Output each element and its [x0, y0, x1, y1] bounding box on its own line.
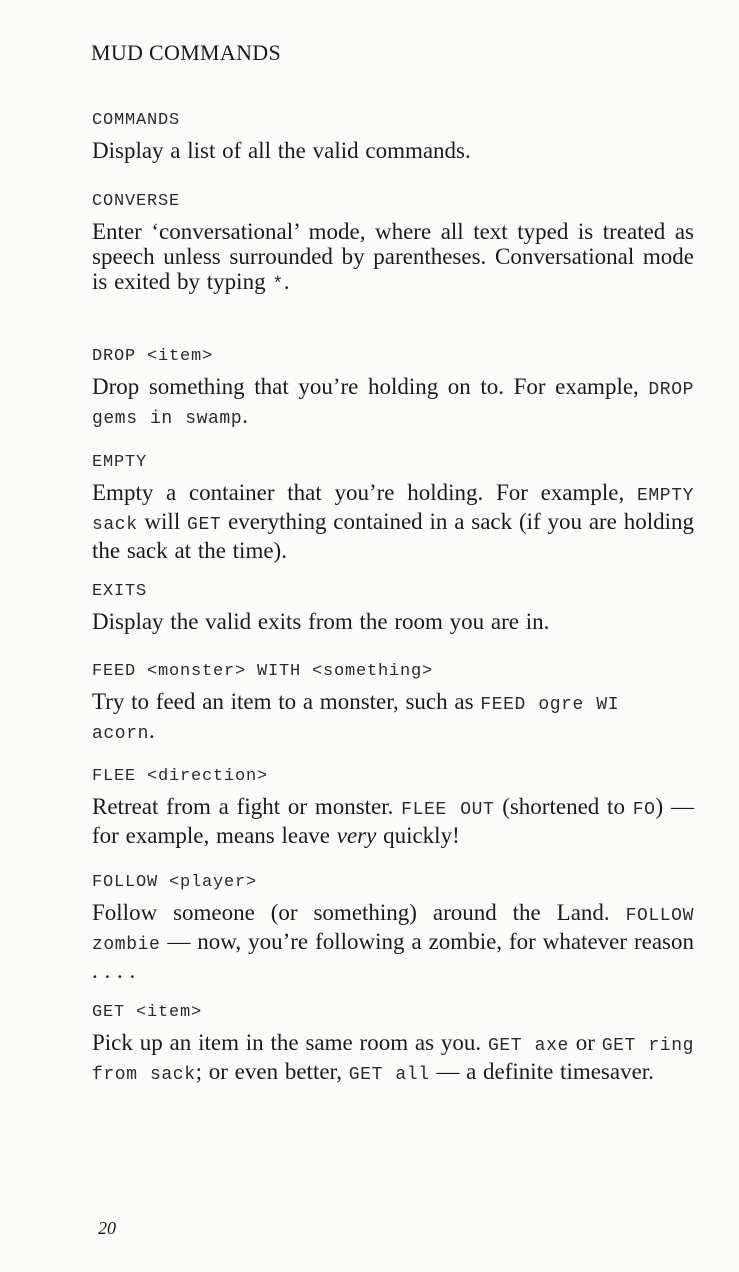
- description-text: Empty a container that you’re holding. For example,: [92, 480, 637, 505]
- description-text: Pick up an item in the same room as you.: [92, 1030, 488, 1055]
- description-text: (shortened to: [494, 794, 633, 819]
- description-text: — a definite timesaver.: [429, 1059, 654, 1084]
- description-text: Display a list of all the valid commands.: [92, 138, 471, 163]
- entry-empty: [92, 453, 694, 563]
- inline-code: *: [272, 275, 284, 295]
- entry-exits: [92, 582, 694, 634]
- command-name: CONVERSE: [92, 192, 181, 211]
- command-description: [92, 900, 694, 983]
- entry-drop: [92, 347, 694, 432]
- description-text: Enter ‘conversational’ mode, where all text typed is treated as speech unless surrounded by parentheses. Conversational mode is exited by typing: [92, 219, 694, 294]
- command-name: EXITS: [92, 582, 148, 601]
- entry-follow: [92, 873, 694, 983]
- inline-code: GET axe: [487, 1036, 569, 1056]
- description-text: ; or even better,: [195, 1059, 349, 1084]
- command-name: GET <item>: [92, 1003, 203, 1022]
- description-text: quickly!: [376, 823, 460, 848]
- entry-flee: [92, 767, 694, 848]
- description-text: .: [283, 269, 290, 294]
- entry-commands: [92, 111, 694, 163]
- description-text: Drop something that you’re holding on to. For example,: [92, 374, 649, 399]
- inline-code: acorn: [92, 724, 150, 744]
- command-description: [92, 480, 694, 563]
- entry-get: [92, 1003, 694, 1088]
- page-heading: MUD COMMANDS: [91, 40, 282, 65]
- inline-code: GET all: [348, 1065, 430, 1085]
- description-text: .: [242, 403, 248, 428]
- description-text: will: [137, 509, 188, 534]
- inline-code: FOLLOW zombie: [92, 906, 694, 955]
- command-description: [92, 138, 694, 163]
- description-text: Follow someone (or something) around the Land.: [92, 900, 626, 925]
- inline-code: DROP gems in swamp: [92, 380, 694, 429]
- command-description: [92, 374, 694, 432]
- entry-converse: [92, 192, 694, 298]
- inline-code: FEED ogre WI: [480, 695, 620, 715]
- description-text: Try to feed an item to a monster, such as: [92, 689, 481, 714]
- command-description: [92, 219, 694, 298]
- description-text: Display the valid exits from the room you are in.: [92, 609, 550, 634]
- inline-code: FLEE OUT: [401, 800, 495, 820]
- inline-code: EMPTY sack: [92, 486, 694, 535]
- description-text: — now, you’re following a zombie, for whatever reason . . . .: [92, 929, 694, 983]
- command-name: COMMANDS: [92, 111, 181, 130]
- description-text: Retreat from a fight or monster.: [92, 794, 402, 819]
- description-text: ) — for example, means leave: [92, 794, 694, 848]
- command-description: [92, 1030, 694, 1088]
- command-name: EMPTY: [92, 453, 148, 472]
- description-text: or: [568, 1030, 602, 1055]
- description-text: .: [149, 718, 155, 743]
- inline-code: FO: [632, 800, 656, 820]
- entry-feed: [92, 662, 694, 747]
- inline-code: GET ring from sack: [92, 1036, 695, 1085]
- command-description: [92, 609, 694, 634]
- emphasis-text: very: [336, 823, 377, 848]
- inline-code: GET: [187, 515, 222, 535]
- description-text: everything contained in a sack (if you are holding the sack at the time).: [92, 509, 694, 563]
- command-description: [92, 794, 694, 848]
- command-name: FOLLOW <player>: [92, 873, 258, 892]
- command-description: [92, 689, 694, 747]
- page-number: 20: [98, 1218, 116, 1238]
- command-name: FEED <monster> WITH <something>: [92, 662, 434, 681]
- command-name: DROP <item>: [92, 347, 214, 366]
- command-name: FLEE <direction>: [92, 767, 269, 786]
